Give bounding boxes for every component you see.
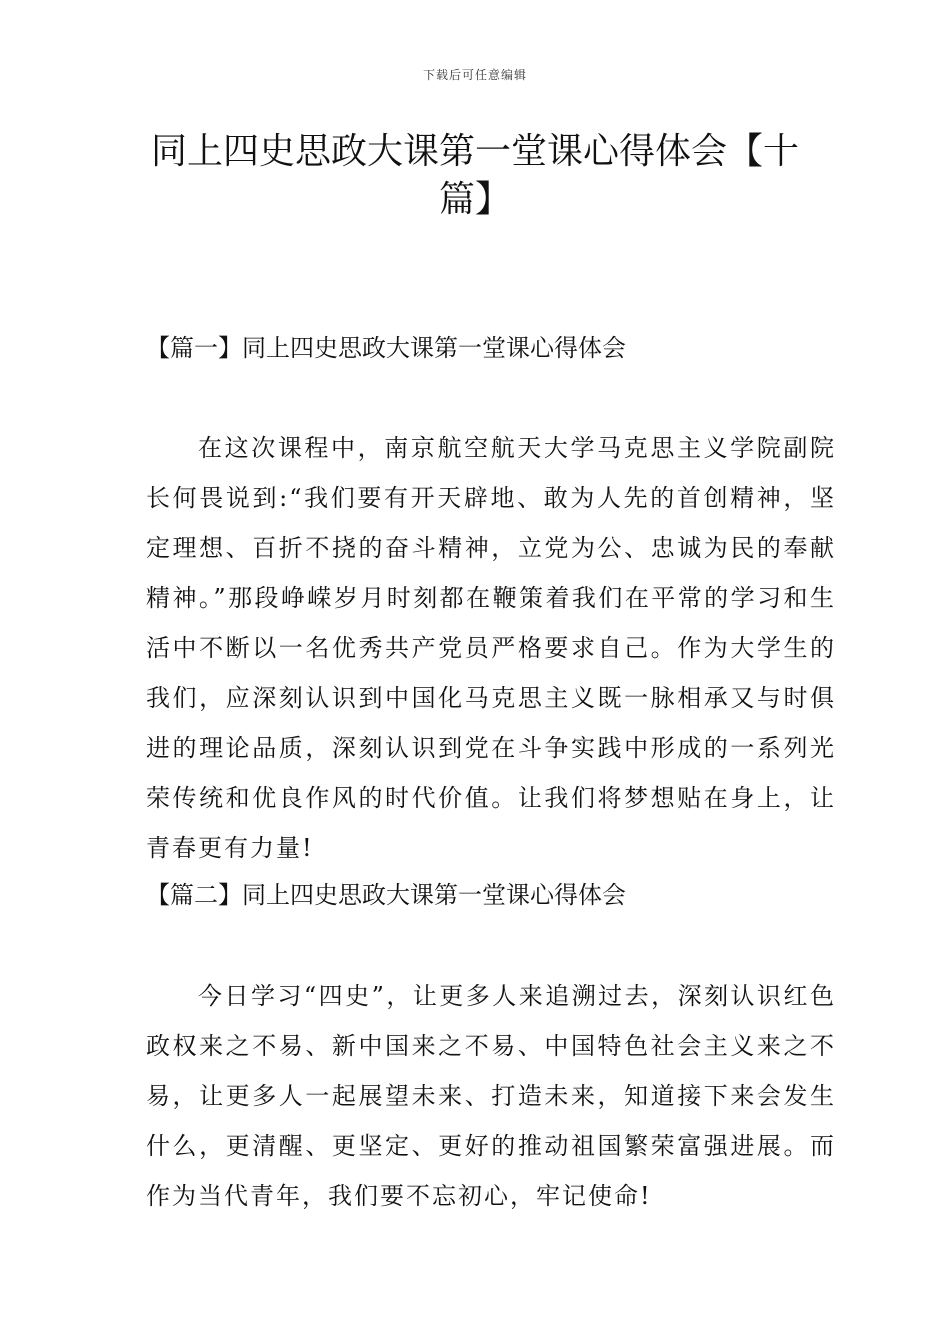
- document-title: 同上四史思政大课第一堂课心得体会【十篇】: [150, 131, 799, 220]
- header-note: 下载后可任意编辑: [422, 68, 527, 82]
- section-heading-2: 【篇二】同上四史思政大课第一堂课心得体会: [146, 881, 626, 909]
- section-body-2: 今日学习“四史”，让更多人来追溯过去，深刻认识红色政权来之不易、新中国来之不易、中国特色社会主义来之不易，让更多人一起展望未来、打造未来，知道接下来会发生什么，更清醒、更坚定、更好的推动祖国繁荣富强进展。而作为当代青年，我们要不忘初心，牢记使命!: [146, 982, 836, 1210]
- section-heading-1: 【篇一】同上四史思政大课第一堂课心得体会: [146, 334, 626, 362]
- section-body-1: 在这次课程中，南京航空航天大学马克思主义学院副院长何畏说到:“我们要有开天辟地、敢为人先的首创精神，坚定理想、百折不挠的奋斗精神，立党为公、忠诚为民的奉献精神。”那段峥嵘岁月时刻都在鞭策着我们在平常的学习和生活中不断以一名优秀共产党员严格要求自己。作为大学生的我们，应深刻认识到中国化马克思主义既一脉相承又与时俱进的理论品质，深刻认识到党在斗争实践中形成的一系列光荣传统和优良作风的时代价值。让我们将梦想贴在身上，让青春更有力量!: [146, 434, 836, 862]
